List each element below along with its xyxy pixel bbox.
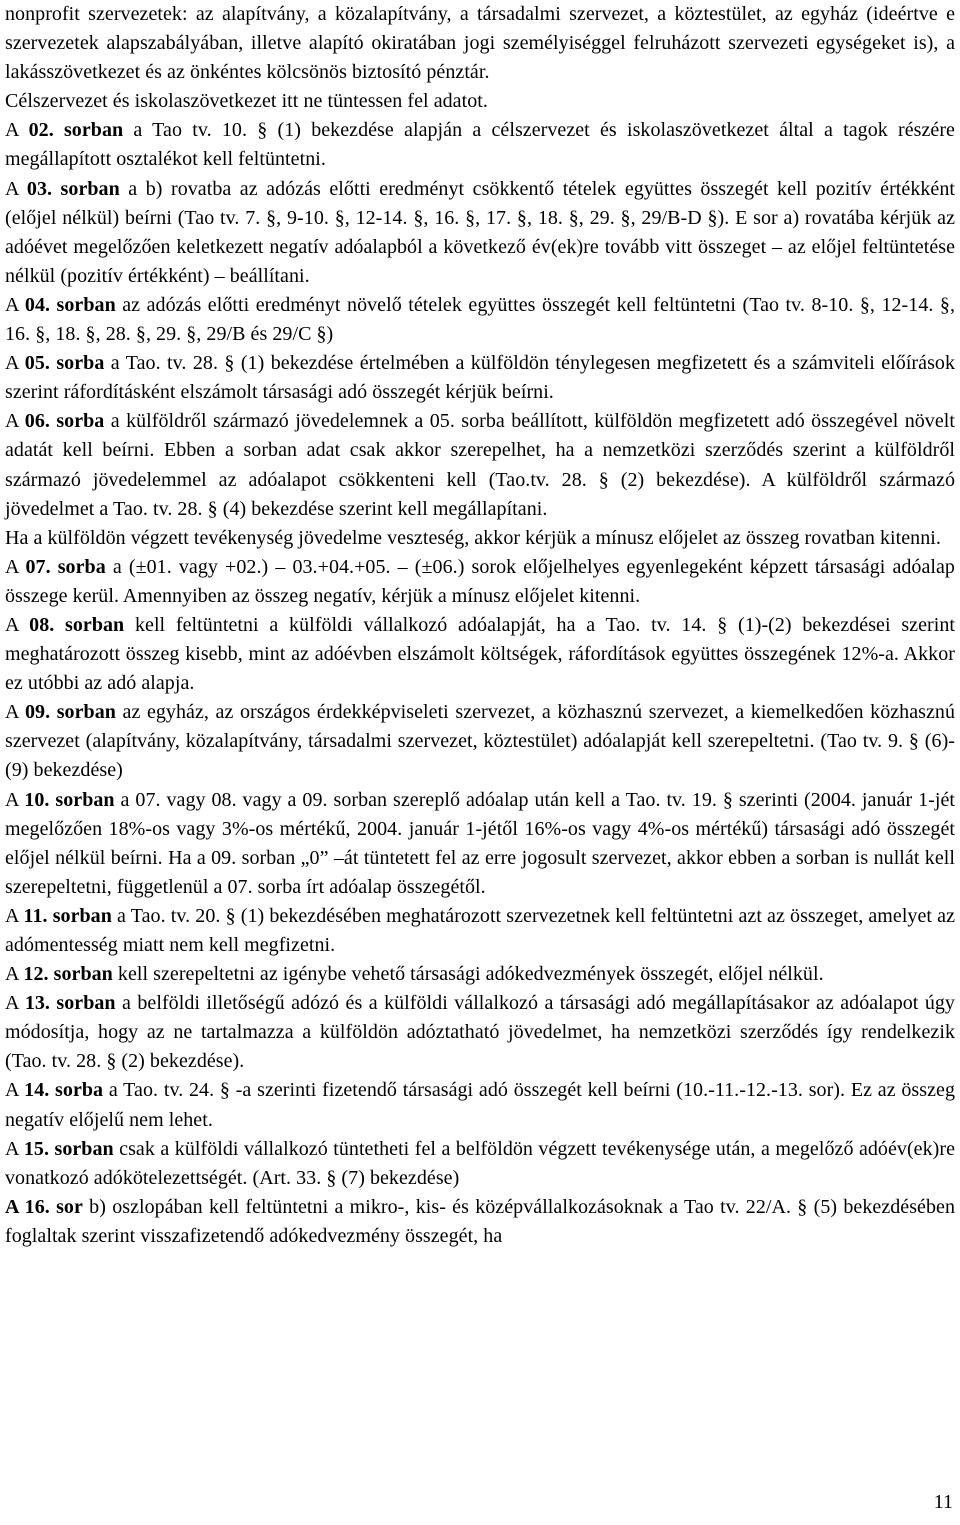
paragraph-text: A xyxy=(5,1137,24,1160)
paragraph-text: a Tao. tv. 28. § (1) bekezdése értelmében a külföldön ténylegesen megfizetett és a számviteli előírások szerint ráfordításként elszámolt társasági adó összegét kérjük beírni. xyxy=(5,352,956,404)
paragraph-text: a 07. vagy 08. vagy a 09. sorban szereplő adóalap után kell a Tao. tv. 19. § szerinti (2004. január 1-jét megelőzően 18%-os vagy 3%-os mértékű, 2004. január 1-jétől 16%-os vagy 4%-os mértékű) társasági adó összegét előjel nélkül beírni. Ha a 09. sorban „0” –át tüntetett fel az erre jogosult szervezet, akkor ebben a sorban is nullát kell szerepeltetni, függetlenül a 07. sorba írt adóalap összegétől. xyxy=(5,788,956,898)
paragraph-text: A xyxy=(5,904,24,927)
paragraph-text: a külföldről származó jövedelemnek a 05. sorba beállított, külföldön megfizetett adó összegével növelt adatát kell beírni. Ebben a sorban adat csak akkor szerepelhet, ha a nemzetközi szerződés szerint a külföldről származó jövedelemmel az adóalapot csökkenteni kell (Tao.tv. 28. § (2) bekezdése). A külföldről származó jövedelmet a Tao. tv. 28. § (4) bekezdése szerint kell megállapítani. xyxy=(5,410,955,520)
paragraph-text: kell feltüntetni a külföldi vállalkozó adóalapját, ha a Tao. tv. 14. § (1)-(2) bekezdései szerint meghatározott összeg kisebb, mint az adóévben elszámolt költségek, ráfordítások együttes összegének 12%-a. Akkor ez utóbbi az adó alapja. xyxy=(5,613,955,695)
paragraph-text: b) oszlopában kell feltüntetni a mikro-, kis- és középvállalkozásoknak a Tao tv. 22/A. § (5) bekezdésében foglaltak szerint visszafizetendő adókedvezmény összegét, ha xyxy=(5,1195,956,1247)
paragraph xyxy=(5,553,955,611)
paragraph-text: a Tao. tv. 24. § -a szerinti fizetendő társasági adó összegét kell beírni (10.-11.-12.-13. sor). Ez az összeg negatív előjelű nem lehet. xyxy=(5,1079,955,1131)
paragraph xyxy=(5,175,955,291)
paragraph-text: A xyxy=(5,788,25,811)
row-reference: 07. sorba xyxy=(25,555,106,578)
row-reference: 10. sorban xyxy=(24,788,115,811)
row-reference: 12. sorban xyxy=(23,963,113,986)
paragraph-text: A xyxy=(5,1079,25,1102)
row-reference: 13. sorban xyxy=(24,992,116,1015)
row-reference: 04. sorban xyxy=(24,293,116,316)
paragraph xyxy=(5,698,955,785)
row-reference: 03. sorban xyxy=(26,177,120,200)
paragraph xyxy=(5,407,955,523)
paragraph-text: A xyxy=(5,963,24,986)
paragraph-text: a b) rovatba az adózás előtti eredményt csökkentő tételek együttes összegét kell pozitív értékként (előjel nélkül) beírni (Tao tv. 7. §, 9-10. §, 12-14. §, 16. §, 17. §, 18. §, 29. §, 29/B-D §). E sor a) rovatába kérjük az adóévet megelőzően keletkezett negatív adóalapból a következő év(ek)re tovább vitt összeget – az előjel feltüntetése nélkül (pozitív értékként) – beállítani. xyxy=(5,177,956,287)
paragraph-text: A xyxy=(5,613,30,636)
paragraph-text: Ha a külföldön végzett tevékenység jövedelme veszteség, akkor kérjük a mínusz előjelet az összeg rovatban kitenni. xyxy=(5,526,941,549)
paragraph-text: nonprofit szervezetek: az alapítvány, a közalapítvány, a társadalmi szervezet, a köztestület, az egyház (ideértve e szervezetek alapszabályában, illetve alapító okiratában jogi személyiséggel felruházott szervezeti egységeket is), a lakásszövetkezet és az önkéntes kölcsönös biztosító pénztár. xyxy=(5,3,955,84)
paragraph xyxy=(5,291,955,349)
paragraph-text: az egyház, az országos érdekképviseleti szervezet, a közhasznú szervezet, a kiemelkedően közhasznú szervezet (alapítvány, közalapítvány, társadalmi szervezet, köztestület) adóalapját kell szerepeltetni. (Tao tv. 9. § (6)-(9) bekezdése) xyxy=(5,701,956,782)
page-number: 11 xyxy=(933,1491,953,1513)
paragraph-text: a Tao tv. 10. § (1) bekezdése alapján a célszervezet és iskolaszövetkezet által a tagok részére megállapított osztalékot kell feltüntetni. xyxy=(5,119,955,171)
paragraph-text: csak a külföldi vállalkozó tüntetheti fel a belföldön végzett tevékenysége után, a megelőző adóév(ek)re vonatkozó adókötelezettségét. (Art. 33. § (7) bekezdése) xyxy=(5,1137,955,1189)
row-reference: 05. sorba xyxy=(24,352,105,375)
paragraph-text: A xyxy=(5,992,25,1015)
paragraph xyxy=(5,116,955,174)
paragraph-text: a belföldi illetőségű adózó és a külföldi vállalkozó a társasági adó megállapításakor az adóalapot úgy módosítja, hogy az ne tartalmazza a külföldön adóztatható jövedelmet, ha nemzetközi szerződés így rendelkezik (Tao. tv. 28. § (2) bekezdése). xyxy=(5,992,955,1073)
paragraph xyxy=(5,87,955,116)
paragraph xyxy=(5,960,955,989)
paragraph-text: az adózás előtti eredményt növelő tételek együttes összegét kell feltüntetni (Tao tv. 8-10. §, 12-14. §, 16. §, 18. §, 28. §, 29. §, 29/B és 29/C §) xyxy=(5,293,956,346)
paragraph-text: kell szerepeltetni az igénybe vehető társasági adókedvezmények összegét, előjel nélkül. xyxy=(112,963,824,986)
paragraph xyxy=(5,786,955,902)
paragraph xyxy=(5,524,955,553)
paragraph-text: a (±01. vagy +02.) – 03.+04.+05. – (±06.) sorok előjelhelyes egyenlegeként képzett társasági adóalap összege kerül. Amennyiben az összeg negatív, kérjük a mínusz előjelet kitenni. xyxy=(5,555,955,607)
row-reference: 14. sorba xyxy=(24,1079,104,1102)
paragraph xyxy=(5,1135,955,1193)
row-reference: 08. sorban xyxy=(29,613,125,636)
paragraph-text: A xyxy=(5,410,25,433)
paragraph xyxy=(5,902,955,960)
paragraph xyxy=(5,349,955,407)
paragraph-text: a Tao. tv. 20. § (1) bekezdésében meghatározott szervezetnek kell feltüntetni azt az összeget, amelyet az adómentesség miatt nem kell megfizetni. xyxy=(5,904,955,956)
paragraph xyxy=(5,1076,955,1134)
paragraph-text: A xyxy=(5,701,25,724)
row-reference: 06. sorba xyxy=(24,410,105,433)
paragraph-text: A xyxy=(5,177,27,200)
paragraph-text: A xyxy=(5,352,25,375)
paragraph-text: Célszervezet és iskolaszövetkezet itt ne tüntessen fel adatot. xyxy=(5,90,488,113)
row-reference: 02. sorban xyxy=(28,119,124,142)
document-body xyxy=(5,0,955,1251)
paragraph-text: A xyxy=(5,293,25,316)
paragraph-text: A xyxy=(5,555,26,578)
paragraph xyxy=(5,989,955,1076)
paragraph-text: A xyxy=(5,119,29,142)
row-reference: A 16. sor xyxy=(5,1195,83,1218)
paragraph xyxy=(5,0,955,87)
row-reference: 11. sorban xyxy=(23,904,112,927)
row-reference: 09. sorban xyxy=(24,701,116,724)
row-reference: 15. sorban xyxy=(23,1137,114,1160)
paragraph xyxy=(5,611,955,698)
paragraph xyxy=(5,1193,955,1251)
